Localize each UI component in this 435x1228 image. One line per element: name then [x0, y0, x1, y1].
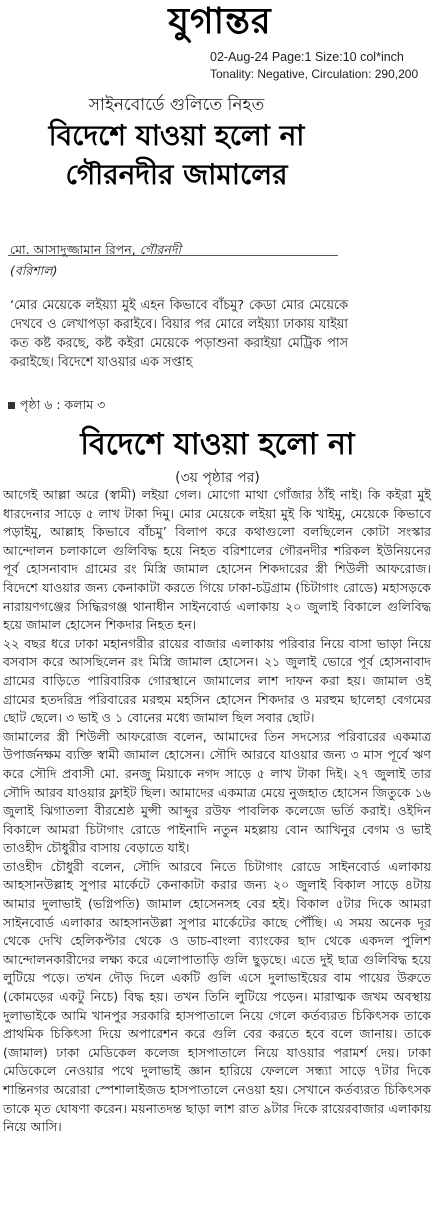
front-headline: বিদেশে যাওয়া হলো না গৌরনদীর জামালের	[48, 119, 305, 191]
body-paragraph: তাওহীদ চৌধুরী বলেন, সৌদি আরবে নিতে চিটাগাং রোডে সাইনবোর্ড এলাকায় আহসানউল্লাহ সুপার মার্কেটে কেনাকাটা করার জন্য ২০ জুলাই বিকাল সাড়ে ৪টায় আমার দুলাভাই (ভগ্নিপতি) জামাল হোসেনসহ বের হই। বিকাল ৫টার দিকে আমরা সাইনবোর্ড এলাকার আহসানউল্লা সুপার মার্কেটের কাছে পৌঁছি। এ সময় অনেক দূর থেকে দেখি হেলিকপ্টার থেকে ও ডাচ-বাংলা ব্যাংকের ছাদ থেকে একদল পুলিশ আন্দোলনকারীদের লক্ষ্য করে এলোপাতাড়ি গুলি ছুড়ছে। এতে দুই ছাত্র গুলিবিদ্ধ হয়ে লুটিয়ে পড়ে। তখন দৌড় দিলে একটি গুলি এসে দুলাভাইয়ের বাম পায়ের উরুতে (কোমড়ের একটু নিচে) বিদ্ধ হয়। তখন তিনি লুটিয়ে পড়েন। মারাত্মক জখম অবস্থায় দুলাভাইকে আমি খানপুর সরকারি হাসপাতালে নিয়ে গেলে কর্তব্যরত চিকিৎসক তাকে প্রাথমিক চিকিৎসা দিয়ে অপারেশন করে গুলি বের করতে হবে বলে জানায়। তাকে (জামাল) ঢাকা মেডিকেল কলেজ হাসপাতালে নিয়ে যাওয়ার পরামর্শ দেয়। ঢাকা মেডিকেলে নেওয়ার পথে দুলাভাই জ্ঞান হারিয়ে ফেললে সন্ধ্যা সাড়ে ৭টার দিকে শান্তিনগর অরোরা স্পেশালাইজড হাসপাতালে নেওয়া হয়। সেখানে কর্তব্যরত চিকিৎসক তাকে মৃত ঘোষণা করেন। ময়নাতদন্ত ছাড়া লাশ রাত ৯টার দিকে রায়েরবাজার এলাকায় নিয়ে আসি।	[3, 858, 431, 1135]
body-paragraph: জামালের স্ত্রী শিউলী আফরোজ বলেন, আমাদের তিন সদস্যের পরিবারের একমাত্র উপার্জনক্ষম ব্যক্তি স্বামী জামাল হোসেন। সৌদি আরবে যাওয়ার জন্য ৩ মাস পূর্বে ঋণ করে সৌদি প্রবাসী মো. রনজু মিয়াকে নগদ সাড়ে ৫ লাখ টাকা দিই। ২৭ জুলাই তার সৌদি আরব যাওয়ার ফ্লাইট ছিল। আমাদের একমাত্র মেয়ে নুজহাত হোসেন জিতুকে ১৬ জুলাই ঝিগাতলা বীরশ্রেষ্ঠ মুন্সী আব্দুর রউফ পাবলিক কলেজে ভর্তি করাই। ওইদিন বিকালে আমরা চিটাগাং রোডে পাইনাদি নতুন মহল্লায় বোন আখিনুর বেগম ও ভাই তাওহীদ চৌধুরীর বাসায় বেড়াতে যাই।	[3, 728, 431, 856]
jump-page-clip	[0, 422, 435, 1228]
masthead	[0, 0, 435, 92]
logo-text: যুগান্তর	[168, 0, 272, 42]
body-paragraph: আগেই আল্লা অরে (স্বামী) লইয়া গেল। মোগো মাথা গোঁজার ঠাঁই নাই। কি কইরা মুই ধারদেনার সাড়ে ৫ লাখ টাকা দিমু। মোর মেয়েকে লইয়া মুই কি খাইমু, মেয়েকে কিভাবে পড়াইমু, আল্লাহ কিভাবে বাঁচমু’ বিলাপ করে কথাগুলো বলছিলেন কোটা সংস্কার আন্দোলন চলাকালে গুলিবিদ্ধ হয়ে নিহত বরিশালের গৌরনদীর শরিকল ইউনিয়নের পূর্ব হোসনাবাদ গ্রামের রং মিস্ত্রি জামাল হোসেন শিকদারের স্ত্রী শিউলী আফরোজ। বিদেশে যাওয়ার জন্য কেনাকাটা করতে গিয়ে ঢাকা-চট্টগ্রাম (চিটাগাং রোডে) মহাসড়কে নারায়ণগঞ্জের সিদ্ধিরগঞ্জ থানাধীন সাইনবোর্ড এলাকায় ২০ জুলাই বিকালে গুলিবিদ্ধ হয়ে জামাল হোসেন শিকদার নিহত হন।	[3, 487, 431, 633]
article-body	[3, 486, 431, 1137]
reporter-name: মো. আসাদুজ্জামান রিপন,	[10, 242, 136, 257]
clip-meta-date-size: 02-Aug-24 Page:1 Size:10 col*inch	[210, 50, 404, 64]
reporter-place: গৌরনদী	[139, 242, 182, 257]
continued-note	[8, 397, 105, 417]
byline-divider	[8, 255, 338, 256]
kicker-line: সাইনবোর্ডে গুলিতে নিহত	[88, 95, 265, 115]
continued-text: পৃষ্ঠা ৬ : কলাম ৩	[20, 397, 106, 412]
reporter-byline	[10, 242, 350, 262]
reporter-district: (বরিশাল)	[10, 263, 58, 278]
jump-headline: বিদেশে যাওয়া হলো না	[80, 427, 355, 462]
square-bullet-icon	[8, 402, 15, 409]
front-page-clip	[0, 92, 353, 422]
jump-note: (৩য় পৃষ্ঠার পর)	[175, 470, 260, 486]
clip-meta-tonality: Tonality: Negative, Circulation: 290,200	[210, 67, 419, 81]
body-paragraph: ২২ বছর ধরে ঢাকা মহানগরীর রায়ের বাজার এলাকায় পরিবার নিয়ে বাসা ভাড়া নিয়ে বসবাস করে আসছিলেন রং মিস্ত্রি জামাল হোসেন। ২১ জুলাই ভোরে পূর্ব হোসনাবাদ গ্রামের বাড়িতে পারিবারিক গোরস্থানে জামালের লাশ দাফন করা হয়। জামাল ওই গ্রামের হতদরিদ্র পরিবারের মরহুম মহসিন হোসেন শিকদার ও মরহুম ছালেহা বেগমের ছোট ছেলে। ৩ ভাই ও ১ বোনের মধ্যে জামাল ছিল সবার ছোট।	[3, 635, 431, 726]
newspaper-logo	[120, 0, 320, 48]
lede-paragraph: ‘মোর মেয়েকে লইয়্যা মুই এহন কিভাবে বাঁচমু? কেডা মোর মেয়েকে দেখবে ও লেখাপড়া করাইবে। বিয়ার পর মোরে লইয়্যা ঢাকায় যাইয়া কত কষ্ট করছে, কষ্ট কইরা মেয়েকে পড়াশুনা করাইয়া মেট্রিক পাস করাইছে। বিদেশে যাওয়ার এক সপ্তাহ	[10, 298, 348, 370]
